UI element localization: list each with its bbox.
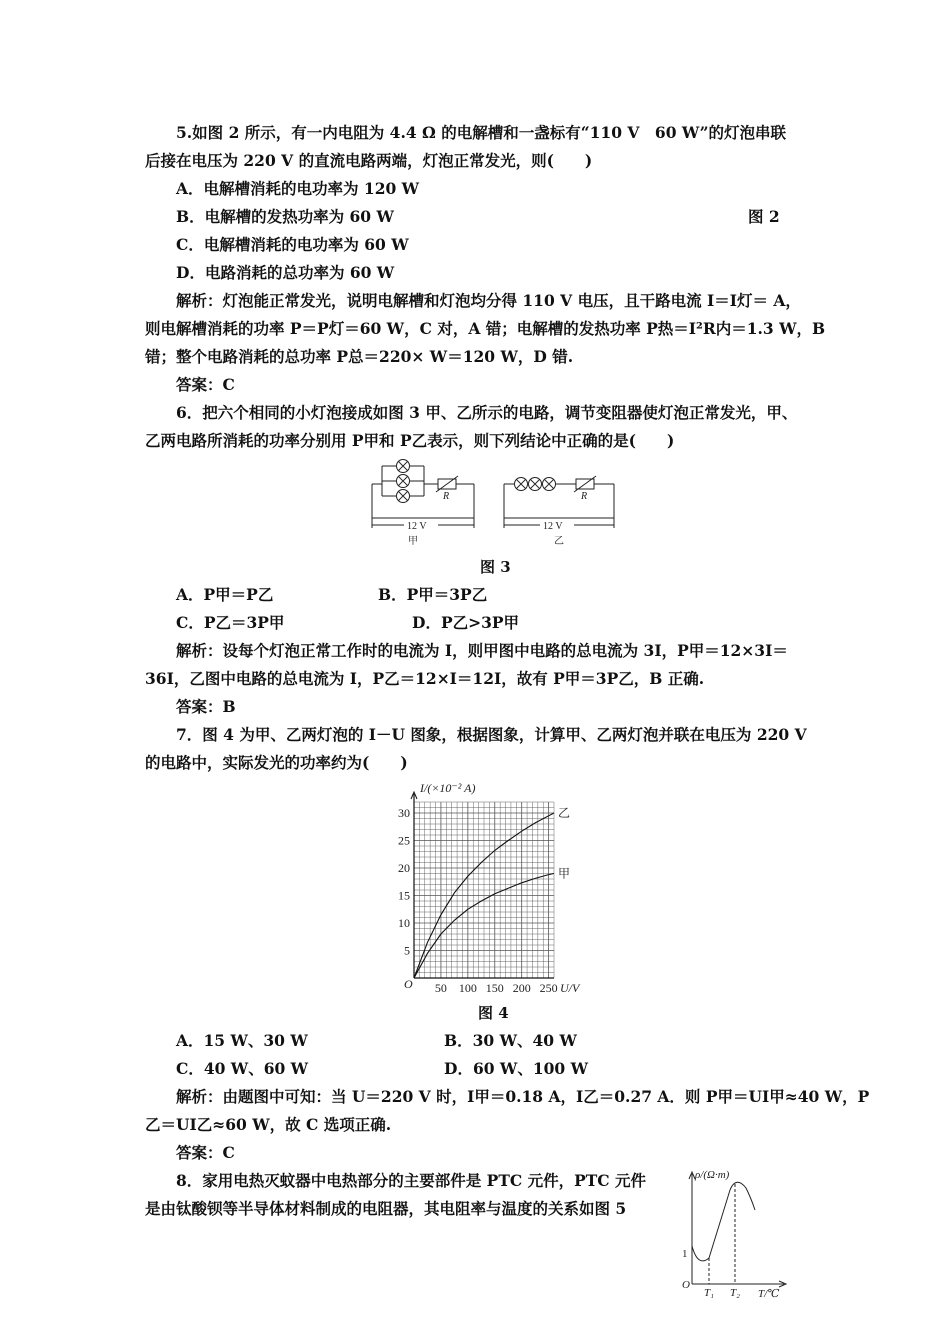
x-tick-label: 250 [539,981,558,994]
figure-4-iu-chart [396,778,596,994]
q6-option-d: D．P乙>3P甲 [412,613,520,632]
x-tick-label: 100 [458,981,477,994]
q7-answer: 答案：C [176,1143,235,1162]
q7-solution-line2: 乙＝UI乙≈60 W，故 C 选项正确. [145,1115,392,1134]
q8-stem-line2: 是由钛酸钡等半导体材料制成的电阻器，其电阻率与温度的关系如图 5 [145,1199,627,1218]
figure-5-resistivity-chart [676,1166,792,1300]
figure-4-caption: 图 4 [478,1004,509,1022]
fig3-label-r-jia: R [443,491,450,502]
figure-3-caption: 图 3 [480,558,511,576]
x-axis-label: U/V [560,981,580,994]
fig3-label-yi: 乙 [554,536,564,547]
y-axis-label: I/(×10⁻² A) [420,781,476,795]
x-tick-label: 50 [434,981,447,994]
q6-option-c: C．P乙＝3P甲 [176,613,285,632]
q7-option-b: B．30 W、40 W [444,1031,577,1050]
q8-stem-line1: 8．家用电热灭蚊器中电热部分的主要部件是 PTC 元件，PTC 元件 [176,1171,647,1190]
q5-option-a: A．电解槽消耗的电功率为 120 W [176,179,420,198]
q6-stem-line1: 6．把六个相同的小灯泡接成如图 3 甲、乙所示的电路，调节变阻器使灯泡正常发光，甲、 [176,403,798,422]
q5-stem-line1: 5.如图 2 所示，有一内电阻为 4.4 Ω 的电解槽和一盏标有“110 V 60 W”的灯泡串联 [176,123,786,142]
q5-stem-line2: 后接在电压为 220 V 的直流电路两端，灯泡正常发光，则( ) [145,151,593,170]
q5-solution-line1: 解析：灯泡能正常发光，说明电解槽和灯泡均分得 110 V 电压，且干路电流 I＝I灯＝ A， [176,291,801,310]
fig5-x-label: T/℃ [758,1288,780,1300]
q5-answer: 答案：C [176,375,235,394]
q5-solution-line2: 则电解槽消耗的功率 P＝P灯＝60 W，C 对，A 错；电解槽的发热功率 P热＝I²R内＝1.3 W，B [145,319,826,338]
q6-answer: 答案：B [176,697,236,716]
y-tick-label: 15 [398,888,410,903]
y-tick-label: 20 [398,861,410,875]
fig3-label-jia: 甲 [408,536,418,547]
y-tick-label: 25 [398,833,410,848]
fig5-y-label: ρ/(Ω·m) [695,1169,730,1181]
y-tick-label: 5 [404,943,410,958]
fig5-t1-label: T₁ [704,1287,714,1299]
fig5-curve [692,1182,755,1261]
series-label-1: 甲 [558,866,571,881]
q6-option-a: A．P甲＝P乙 [176,585,274,604]
fig5-one-label: 1 [682,1248,688,1260]
fig5-origin-label: O [682,1279,690,1291]
q5-solution-line3: 错；整个电路消耗的总功率 P总＝220× W＝120 W，D 错. [145,347,574,366]
q6-solution-line1: 解析：设每个灯泡正常工作时的电流为 I，则甲图中电路的总电流为 3I，P甲＝12×3I＝ [176,641,788,660]
q5-option-c: C．电解槽消耗的电功率为 60 W [176,235,409,254]
q7-stem-line1: 7．图 4 为甲、乙两灯泡的 I－U 图象，根据图象，计算甲、乙两灯泡并联在电压为 220 V [176,725,807,744]
q7-option-c: C．40 W、60 W [176,1059,309,1078]
q7-option-d: D．60 W、100 W [444,1059,588,1078]
series-label-0: 乙 [558,806,571,820]
q6-solution-line2: 36I，乙图中电路的总电流为 I，P乙＝12×I＝12I，故有 P甲＝3P乙，B 正确. [145,669,705,688]
q5-option-b: B．电解槽的发热功率为 60 W [176,207,394,226]
origin-label: O [404,977,413,991]
q7-stem-line2: 的电路中，实际发光的功率约为( ) [145,753,408,772]
fig3-label-r-yi: R [581,491,588,502]
x-tick-label: 200 [512,981,531,994]
q6-option-b: B．P甲＝3P乙 [378,585,488,604]
fig5-t2-label: T₂ [730,1287,740,1299]
figure-2-caption: 图 2 [748,207,780,226]
q7-option-a: A．15 W、30 W [176,1031,308,1050]
fig3-label-voltage-yi: 12 V [543,521,563,532]
q6-stem-line2: 乙两电路所消耗的功率分别用 P甲和 P乙表示，则下列结论中正确的是( ) [145,431,675,450]
y-tick-label: 30 [398,806,410,820]
fig3-label-voltage-jia: 12 V [407,521,427,532]
y-tick-label: 10 [398,916,410,930]
x-tick-label: 150 [485,981,504,994]
figure-3-circuits [362,456,622,548]
chart-grid [414,802,554,978]
q5-option-d: D．电路消耗的总功率为 60 W [176,263,395,282]
q7-solution-line1: 解析：由题图中可知：当 U＝220 V 时，I甲＝0.18 A，I乙＝0.27 A．则 P甲＝UI甲≈40 W，P [176,1087,870,1106]
